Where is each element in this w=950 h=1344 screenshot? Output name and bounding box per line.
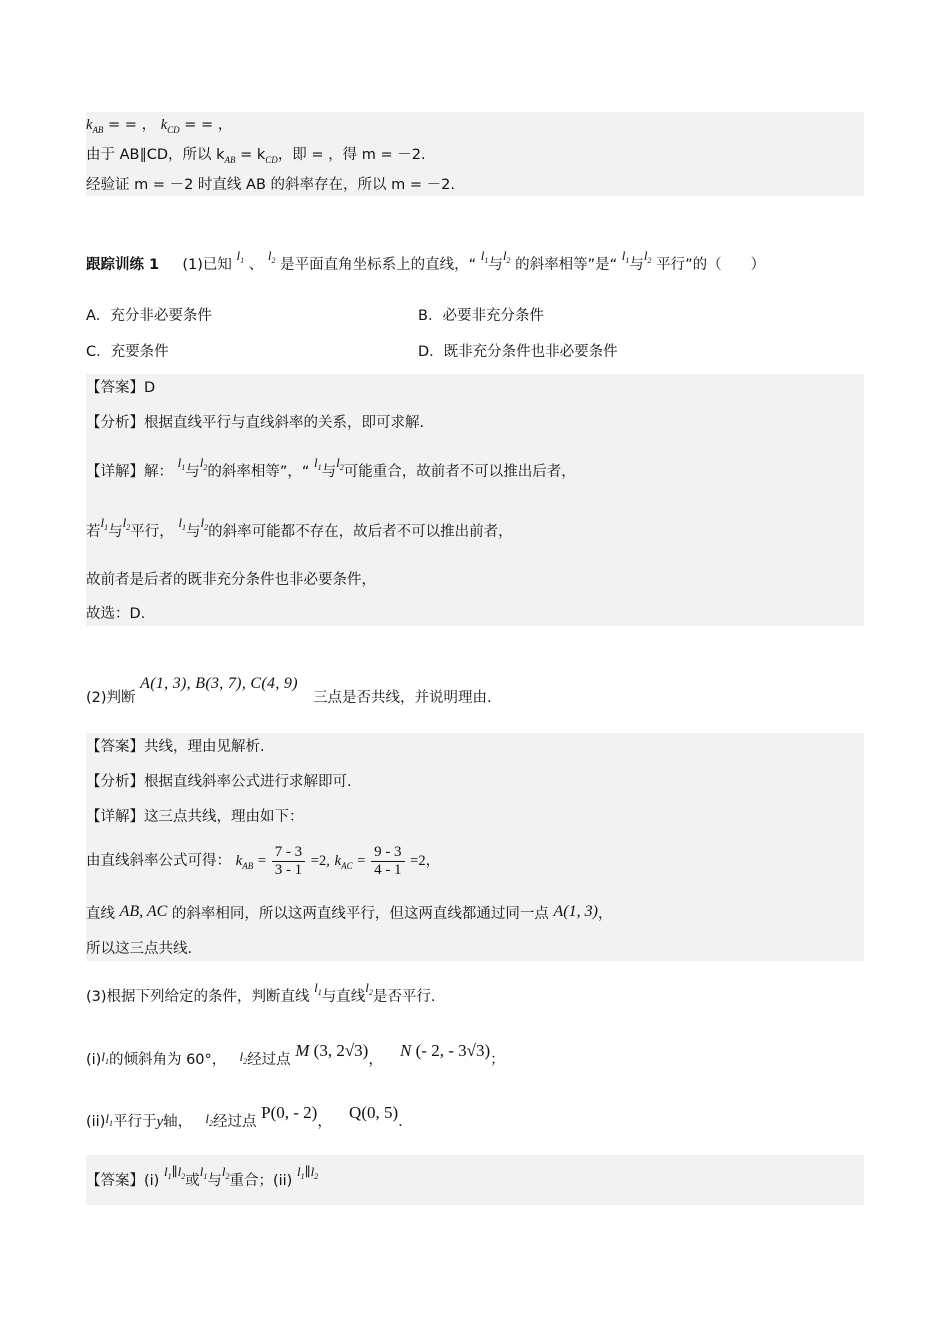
answer-2-analysis: 【分析】根据直线斜率公式进行求解即可. (86, 774, 352, 790)
fraction-ac: $\frac{9 - 3}{4 - 1}$ (371, 844, 405, 879)
top-line-3: 经验证 m = －2 时直线 AB 的斜率存在，所以 m = －2. (86, 177, 455, 193)
line-l2-label: $l_2$ (267, 248, 276, 265)
answer-block-1 (86, 374, 864, 626)
answer-1-line-2: 若$l_1$与$l_2$平行， $l_1$与$l_2$的斜率可能都不存在，故后者不可以推出前者， (86, 515, 513, 540)
question-3-i: $(i)l_1$的倾斜角为 60°， $l_2$经过点 M (3, 2√3)， N (- 2, - 3√3)； (86, 1041, 505, 1068)
option-d[interactable]: D．既非充分条件也非必要条件 (418, 344, 618, 360)
slope-formula: 由直线斜率公式可得： $k_{AB}$ = $\frac{7 - 3}{3 - 1}$ =2, $k_{AC}$ = $\frac{9 - 3}{4 - 1}$ =2， (86, 843, 441, 878)
answer-2-detail: 【详解】这三点共线，理由如下： (86, 809, 304, 825)
exercise-1-question: 跟踪训练 1 (1)已知 $l_1$ 、 $l_2$ 是平面直角坐标系上的直线，“ $l_1$与$l_2$ 的斜率相等”是“ $l_1$与$l_2$ 平行”的（ ） (86, 248, 766, 273)
answer-2-conclusion: 所以这三点共线. (86, 941, 193, 957)
question-2: (2)判断 A(1, 3), B(3, 7), C(4, 9) 三点是否共线，并说明理由. (86, 675, 492, 706)
answer-1-detail: 【详解】解： $l_1$与$l_2$的斜率相等”，“ $l_1$与$l_2$可能重合，故前者不可以推出后者， (86, 455, 576, 480)
fraction-ab: $\frac{7 - 3}{3 - 1}$ (272, 844, 306, 879)
question-3: (3)根据下列给定的条件，判断直线 $l_1$与直线$l_2$是否平行. (86, 980, 436, 1005)
answer-1-answer: 【答案】D (86, 380, 156, 396)
answer-1-analysis: 【分析】根据直线平行与直线斜率的关系，即可求解. (86, 415, 425, 431)
question-3-ii: $(ii)l_1$平行于y轴， $l_2$经过点 P(0, - 2)， Q(0, 5). (86, 1103, 403, 1130)
option-a[interactable]: A．充分非必要条件 (86, 308, 212, 324)
points-abc: A(1, 3), B(3, 7), C(4, 9) (140, 675, 298, 692)
answer-2-answer: 【答案】共线，理由见解析. (86, 739, 265, 755)
exercise-heading: 跟踪训练 1 (86, 257, 160, 273)
answer-3: 【答案】(i) $l_1\parallel l_2$或$l_1$与$l_2$重合；(ii) $l_1\parallel l_2$ (86, 1164, 319, 1189)
option-b[interactable]: B．必要非充分条件 (418, 308, 544, 324)
answer-1-line-4: 故选：D. (86, 606, 146, 622)
answer-2-parallel: 直线 AB, AC 的斜率相同，所以这两直线平行，但这两直线都通过同一点 A(1, 3)， (86, 903, 613, 922)
answer-1-line-3: 故前者是后者的既非充分条件也非必要条件， (86, 572, 376, 588)
option-c[interactable]: C．充要条件 (86, 344, 169, 360)
line-l1-label: $l_1$ (236, 248, 245, 265)
top-line-2: 由于 AB∥CD，所以 $k_{AB} = k_{CD}$，即 = ，得 m = －2. (86, 147, 426, 165)
top-line-1: $k_{AB}$ = = ， $k_{CD}$ = = ， (86, 117, 233, 135)
